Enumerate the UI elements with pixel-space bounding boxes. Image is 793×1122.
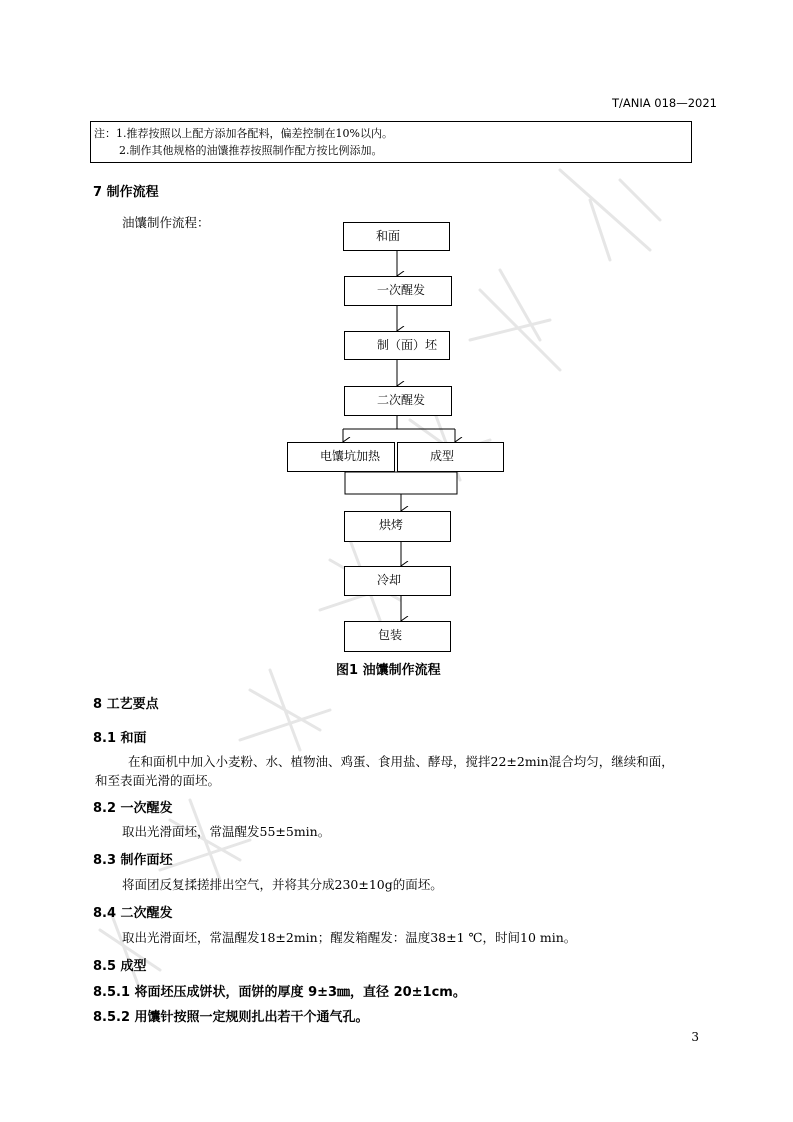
flow-step-first-proofing: 一次醒发 xyxy=(344,276,452,306)
section-8-4-body: 取出光滑面坯，常温醒发18±2min；醒发箱醒发：温度38±1 ℃，时间10 min。 xyxy=(122,930,577,945)
document-code: T/ANIA 018—2021 xyxy=(612,96,717,110)
flow-step-baking: 烘烤 xyxy=(344,511,451,542)
section-8-heading: 8 工艺要点 xyxy=(93,697,159,712)
flow-step-shaping: 成型 xyxy=(397,442,504,472)
note-line-1: 注：1.推荐按照以上配方添加各配料，偏差控制在10%以内。 xyxy=(94,127,393,140)
flow-step-cooling: 冷却 xyxy=(344,566,451,596)
section-8-5-2: 8.5.2 用馕针按照一定规则扎出若干个通气孔。 xyxy=(93,1010,369,1025)
section-8-1-line-2: 和至表面光滑的面坯。 xyxy=(95,773,221,788)
flow-step-oven-heating: 电馕坑加热 xyxy=(287,442,395,472)
section-8-3-title: 8.3 制作面坯 xyxy=(93,853,173,868)
section-8-4-title: 8.4 二次醒发 xyxy=(93,906,173,921)
section-8-1-title: 8.1 和面 xyxy=(93,731,147,746)
section-8-2-title: 8.2 一次醒发 xyxy=(93,801,173,816)
flow-step-mixing: 和面 xyxy=(343,222,450,251)
section-8-2-body: 取出光滑面坯，常温醒发55±5min。 xyxy=(122,824,331,839)
flowchart-intro: 油馕制作流程： xyxy=(122,215,210,230)
section-8-3-body: 将面团反复揉搓排出空气，并将其分成230±10g的面坯。 xyxy=(122,877,443,892)
section-7-heading: 7 制作流程 xyxy=(93,185,159,200)
section-8-5-title: 8.5 成型 xyxy=(93,959,147,974)
figure-caption: 图1 油馕制作流程 xyxy=(336,663,441,678)
page-number: 3 xyxy=(691,1030,699,1044)
note-line-2: 2.制作其他规格的油馕推荐按照制作配方按比例添加。 xyxy=(119,144,383,157)
section-8-1-line-1: 在和面机中加入小麦粉、水、植物油、鸡蛋、食用盐、酵母，搅拌22±2min混合均匀，继续和面， xyxy=(128,754,674,769)
section-8-5-1: 8.5.1 将面坯压成饼状，面饼的厚度 9±3㎜，直径 20±1cm。 xyxy=(93,985,466,1000)
flow-step-dough-blank: 制（面）坯 xyxy=(344,331,450,360)
flow-step-packaging: 包装 xyxy=(344,621,451,652)
flow-step-second-proofing: 二次醒发 xyxy=(344,386,452,416)
